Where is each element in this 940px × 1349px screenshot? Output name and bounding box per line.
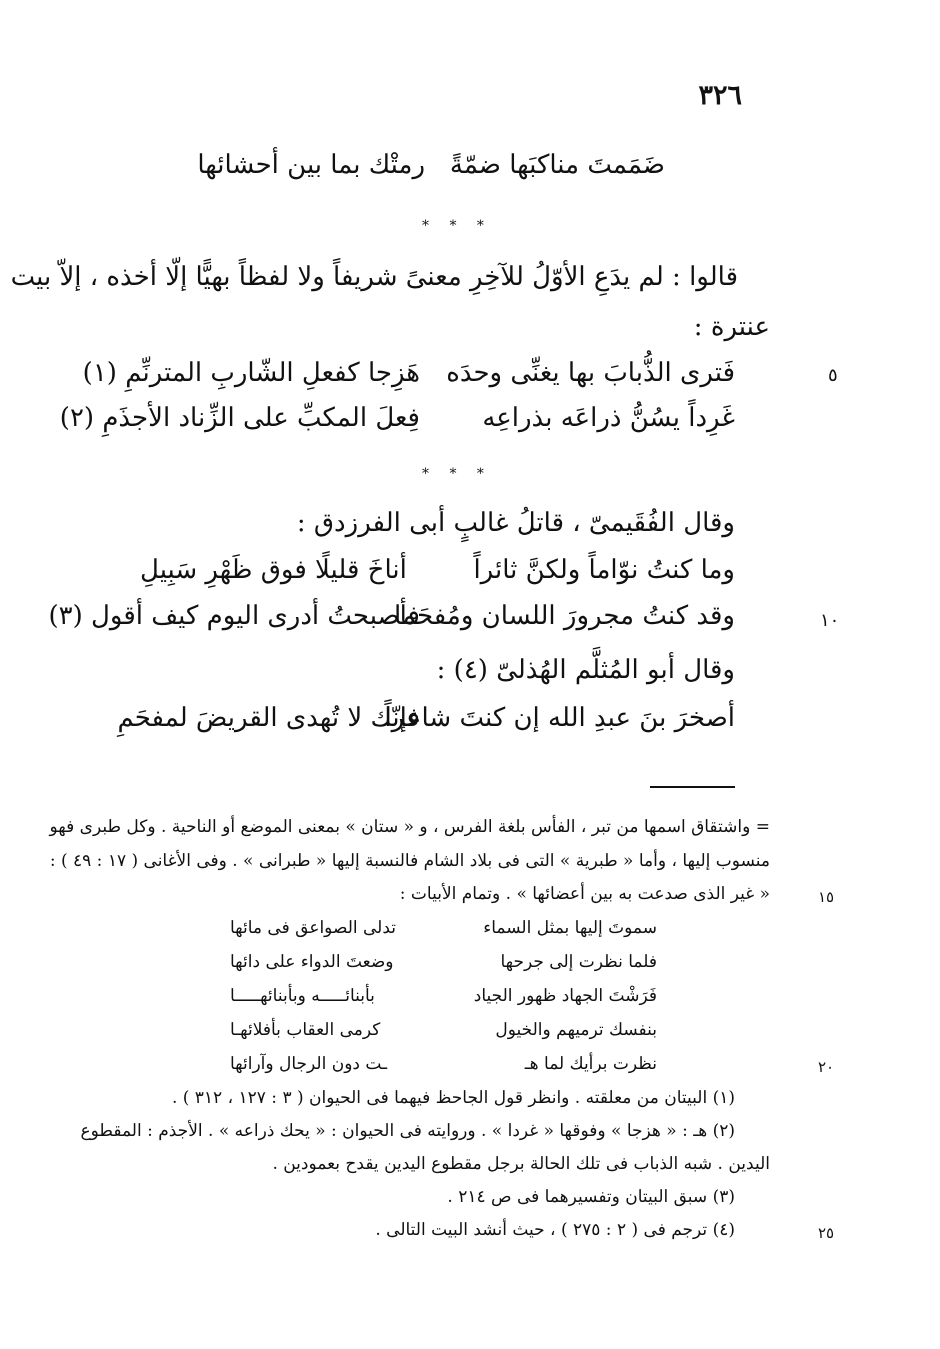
- verse-second-hemistich: فأصبحتُ أدرى اليوم كيف أقول (٣): [48, 601, 420, 631]
- footnote-verse-first-hemistich: بنفسك ترميهم والخيول: [495, 1020, 657, 1040]
- footnote-verse-second-hemistich: ـت دون الرجال وآرائها: [230, 1054, 388, 1074]
- verse-first-hemistich: غَرِداً يسُنُّ ذراعَه بذراعِه: [482, 403, 735, 433]
- verse-second-hemistich: أناخَ قليلًا فوق ظَهْرِ سَبِيلِ: [140, 555, 407, 585]
- footnote-rule: [650, 786, 735, 788]
- footnote-3: (٣) سبق البيتان وتفسيرهما فى ص ٢١٤ .: [447, 1187, 735, 1207]
- footnote-verse-second-hemistich: بأبنائـــــه وبأبنائهـــــا: [230, 986, 375, 1006]
- footnote-line: = واشتقاق اسمها من تبر ، الفأس بلغة الفرس ، و « ستان » بمعنى الموضع أو الناحية . وكل طبرى فهو: [49, 817, 770, 837]
- verse-first-hemistich: وقد كنتُ مجرورَ اللسان ومُفحَما: [394, 601, 735, 631]
- footnote-verse-second-hemistich: كرمى العقاب بأفلائهـا: [230, 1020, 381, 1040]
- line-number: ١٠: [820, 610, 840, 631]
- footnote-1: (١) البيتان من معلقته . وانظر قول الجاحظ فيهما فى الحيوان ( ٣ : ١٢٧ ، ٣١٢ ) .: [171, 1088, 735, 1108]
- footnote-2-continuation: اليدين . شبه الذباب فى تلك الحالة برجل مقطوع اليدين يقدح بعمودين .: [272, 1154, 770, 1174]
- verse-second-hemistich: هَزِجا كفعلِ الشّاربِ المترنِّمِ (١): [82, 358, 420, 388]
- line-number: ٢٥: [818, 1224, 835, 1242]
- verse-introduction: وقال الفُقَيمىّ ، قاتلُ غالبٍ أبى الفرزدق :: [296, 508, 735, 538]
- footnote-verse-first-hemistich: فلما نظرت إلى جرحها: [500, 952, 657, 972]
- section-separator: * * *: [422, 466, 492, 482]
- line-number: ٥: [828, 365, 838, 386]
- footnote-verse-first-hemistich: فَرَشْتَ الجهاد ظهور الجياد: [473, 986, 657, 1006]
- top-verse-second-hemistich: رمتْك بما بين أحشائها: [197, 150, 425, 180]
- footnote-verse-first-hemistich: سموتَ إليها بمثل السماء: [483, 918, 657, 938]
- verse-first-hemistich: أصخرَ بنَ عبدِ الله إن كنتَ شاعراً: [384, 703, 735, 733]
- verse-second-hemistich: فإنّك لا تُهدى القريضَ لمفحَمِ: [117, 703, 420, 733]
- footnote-4: (٤) ترجم فى ( ٢ : ٢٧٥ ) ، حيث أنشد البيت التالى .: [375, 1220, 735, 1240]
- section-separator: * * *: [422, 218, 492, 234]
- verse-introduction: وقال أبو المُثلَّم الهُذلىّ (٤) :: [436, 655, 735, 685]
- top-verse-first-hemistich: ضَمَمتَ مناكبَها ضمّةً: [449, 150, 665, 180]
- page-number: ٣٢٦: [698, 80, 742, 111]
- footnote-verse-first-hemistich: نظرت برأيك لما هـ: [524, 1054, 657, 1074]
- footnote-2: (٢) هـ : « هزجا » وفوقها « غردا » . وروايته فى الحيوان : « يحك ذراعه » . الأجذم : المقطوع: [80, 1121, 735, 1141]
- footnote-verse-second-hemistich: تدلى الصواعق فى مائها: [230, 918, 397, 938]
- verse-second-hemistich: فِعلَ المكبِّ على الزِّناد الأجذَمِ (٢): [59, 403, 420, 433]
- verse-first-hemistich: وما كنتُ نوّاماً ولكنَّ ثائراً: [473, 555, 735, 585]
- verse-first-hemistich: فَترى الذُّبابَ بها يغنِّى وحدَه: [446, 358, 735, 388]
- prose-line: عنترة :: [693, 312, 770, 342]
- footnote-verse-second-hemistich: وضعتَ الدواء على دائها: [230, 952, 394, 972]
- line-number: ١٥: [818, 888, 835, 906]
- footnote-line: « غير الذى صدعت به بين أعضائها » . وتمام الأبيات :: [399, 884, 770, 904]
- footnote-line: منسوب إليها ، وأما « طبرية » التى فى بلاد الشام فالنسبة إليها « طبرانى » . وفى الأغانى ( ١٧ : ٤٩ ) :: [49, 851, 770, 871]
- line-number: ٢٠: [818, 1058, 835, 1076]
- prose-line: قالوا : لم يدَعِ الأوّلُ للآخِرِ معنىً شريفاً ولا لفظاً بهيًّا إلّا أخذه ، إلاّ بيت: [10, 262, 738, 292]
